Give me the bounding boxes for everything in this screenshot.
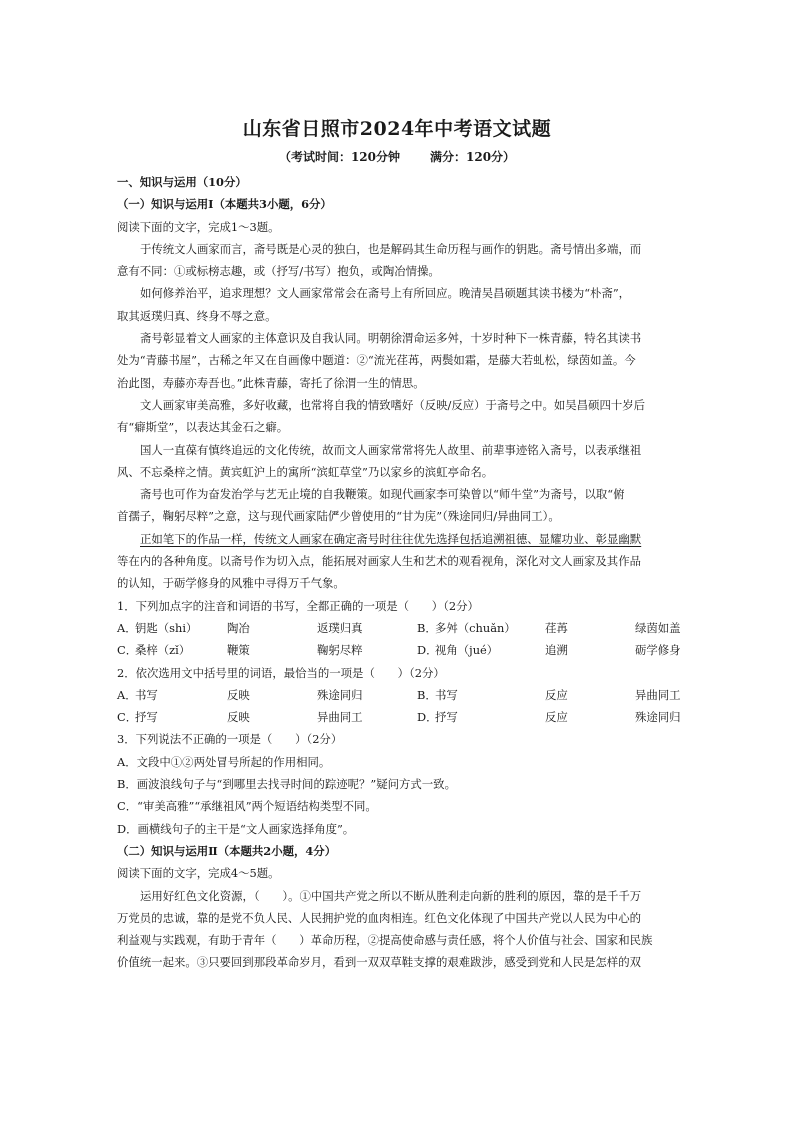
passage-line: 意有不同：①或标榜志趣，或（抒写/书写）抱负，或陶冶情操。 [117,264,440,279]
option-letter: A． [117,620,137,635]
q1-option-row [117,617,683,639]
option-letter: A． [117,687,137,702]
passage-line: 首孺子，鞠躬尽粹”之意，这与现代画家陆俨少曾使用的“甘为庑”（殊途同归/异曲同工）。 [117,509,560,524]
exam-info [0,148,794,165]
option-item: 反应 [545,687,568,702]
passage-line: 风、不忘桑梓之情。黄宾虹沪上的寓所“滨虹草堂”乃以家乡的滨虹亭命名。 [117,464,494,479]
passage-line: 的认知，于砺学修身的风雅中寻得万千气象。 [117,576,345,591]
underlined-line: 正如笔下的作品一样，传统文人画家在确定斋号时往往优先选择包括追溯祖德、显耀功业、彰显幽默 [140,531,642,546]
instruction: 阅读下面的文字，完成4～5题。 [117,866,280,881]
option-item: 殊途同归 [635,710,681,725]
question-3: 3．下列说法不正确的一项是（ ）（2分） [117,732,343,747]
q3-option: C．“审美高雅”“承继祖风”两个短语结构类型不同。 [117,799,377,814]
option-item: 钥匙（shi） [135,620,198,635]
passage-line: 处为“青藤书屋”，古稀之年又在自画像中题道：②“流光荏苒，两鬓如霜，是藤大若虬松，绿茵如盖。今 [117,353,636,368]
part-heading: （一）知识与运用Ⅰ（本题共3小题，6分） [117,197,332,212]
passage-line: 运用好红色文化资源，（ ）。①中国共产党之所以不断从胜利走向新的胜利的原因，靠的是千千万 [140,888,642,903]
q1-option-row [117,639,683,661]
option-item: 反映 [227,687,250,702]
option-item: 异曲同工 [317,710,363,725]
option-item: 鞭策 [227,643,250,658]
option-item: 书写 [435,687,458,702]
option-letter: D． [417,643,438,658]
part-heading: （二）知识与运用Ⅱ（本题共2小题，4分） [117,843,337,858]
question-1: 1．下列加点字的注音和词语的书写，全都正确的一项是（ ）（2分） [117,598,479,613]
passage-line: 文人画家审美高雅，多好收藏，也常将自我的情致嗜好（反映/反应）于斋号之中。如吴昌硕四十岁后 [140,397,646,412]
page-title: 山东省日照市2024年中考语文试题 [242,118,552,140]
option-item: 绿茵如盖 [635,620,681,635]
passage-line: 国人一直葆有慎终追远的文化传统，故而文人画家常常将先人故里、前辈事迹铭入斋号，以表承继祖 [140,442,642,457]
option-item: 桑梓（zǐ） [135,643,191,658]
option-item: 陶冶 [227,620,250,635]
option-item: 鞠躬尽粹 [317,643,363,658]
passage-line: 斋号彰显着文人画家的主体意识及自我认同。明朝徐渭命运多舛，十岁时种下一株青藤，特名其读书 [140,331,642,346]
q3-option: B．画波浪线句子与“到哪里去找寻时间的踪迹呢？”疑问方式一致。 [117,777,456,792]
passage-line: 价值统一起来。③只要回到那段革命岁月，看到一双双草鞋支撑的艰难跋涉，感受到党和人民是怎样的双 [117,955,641,970]
passage-line: 利益观与实践观，有助于青年（ ）革命历程，②提高使命感与责任感，将个人价值与社会、国家和民族 [117,933,653,948]
passage-line: 等在内的各种角度。以斋号作为切入点，能拓展对画家人生和艺术的观看视角，深化对文人画家及其作品 [117,554,641,569]
q2-option-row [117,706,683,728]
q2-option-row [117,684,683,706]
passage-line: 如何修养治平，追求理想？文人画家常常会在斋号上有所回应。晚清吴昌硕题其读书楼为“朴斋”， [140,286,631,301]
option-item: 返璞归真 [317,620,363,635]
option-item: 追溯 [545,643,568,658]
option-item: 抒写 [435,710,458,725]
option-item: 视角（jué） [435,643,499,658]
option-item: 荏苒 [545,620,568,635]
passage-1 [117,238,683,595]
passage-line: 有“癖斯堂”，以表达其金石之癖。 [117,420,289,435]
option-item: 砺学修身 [635,643,681,658]
option-letter: C． [117,643,138,658]
option-letter: C． [117,710,138,725]
passage-line: 取其返璞归真、终身不辱之意。 [117,308,277,323]
option-letter: B． [417,620,437,635]
option-item: 抒写 [135,710,158,725]
option-letter: D． [417,710,438,725]
question-2: 2．依次选用文中括号里的词语，最恰当的一项是（ ）（2分） [117,665,445,680]
option-item: 反应 [545,710,568,725]
instruction: 阅读下面的文字，完成1～3题。 [117,219,280,234]
full-score: 满分：120分） [430,150,516,164]
option-item: 书写 [135,687,158,702]
option-item: 殊途同归 [317,687,363,702]
passage-line: 于传统文人画家而言，斋号既是心灵的独白，也是解码其生命历程与画作的钥匙。斋号情出多端，而 [140,241,642,256]
passage-line: 治此图，寿藤亦寿吾也。”此株青藤，寄托了徐渭一生的情思。 [117,375,425,390]
option-letter: B． [417,687,437,702]
q3-option: D．画横线句子的主干是“文人画家选择角度”。 [117,821,355,836]
passage-line: 斋号也可作为奋发治学与艺无止境的自我鞭策。如现代画家李可染曾以“师牛堂”为斋号，以取“俯 [140,487,625,502]
option-item: 多舛（chuǎn） [435,620,516,635]
option-item: 反映 [227,710,250,725]
q3-option: A．文段中①②两处冒号所起的作用相同。 [117,754,331,769]
exam-time: （考试时间：120分钟 [278,150,400,164]
section-heading: 一、知识与运用（10分） [117,175,247,189]
exam-content [117,171,683,974]
passage-2 [117,885,683,974]
option-item: 异曲同工 [635,687,681,702]
passage-line: 万党员的忠诚，靠的是党不负人民、人民拥护党的血肉相连。红色文化体现了中国共产党以人民为中心的 [117,910,641,925]
